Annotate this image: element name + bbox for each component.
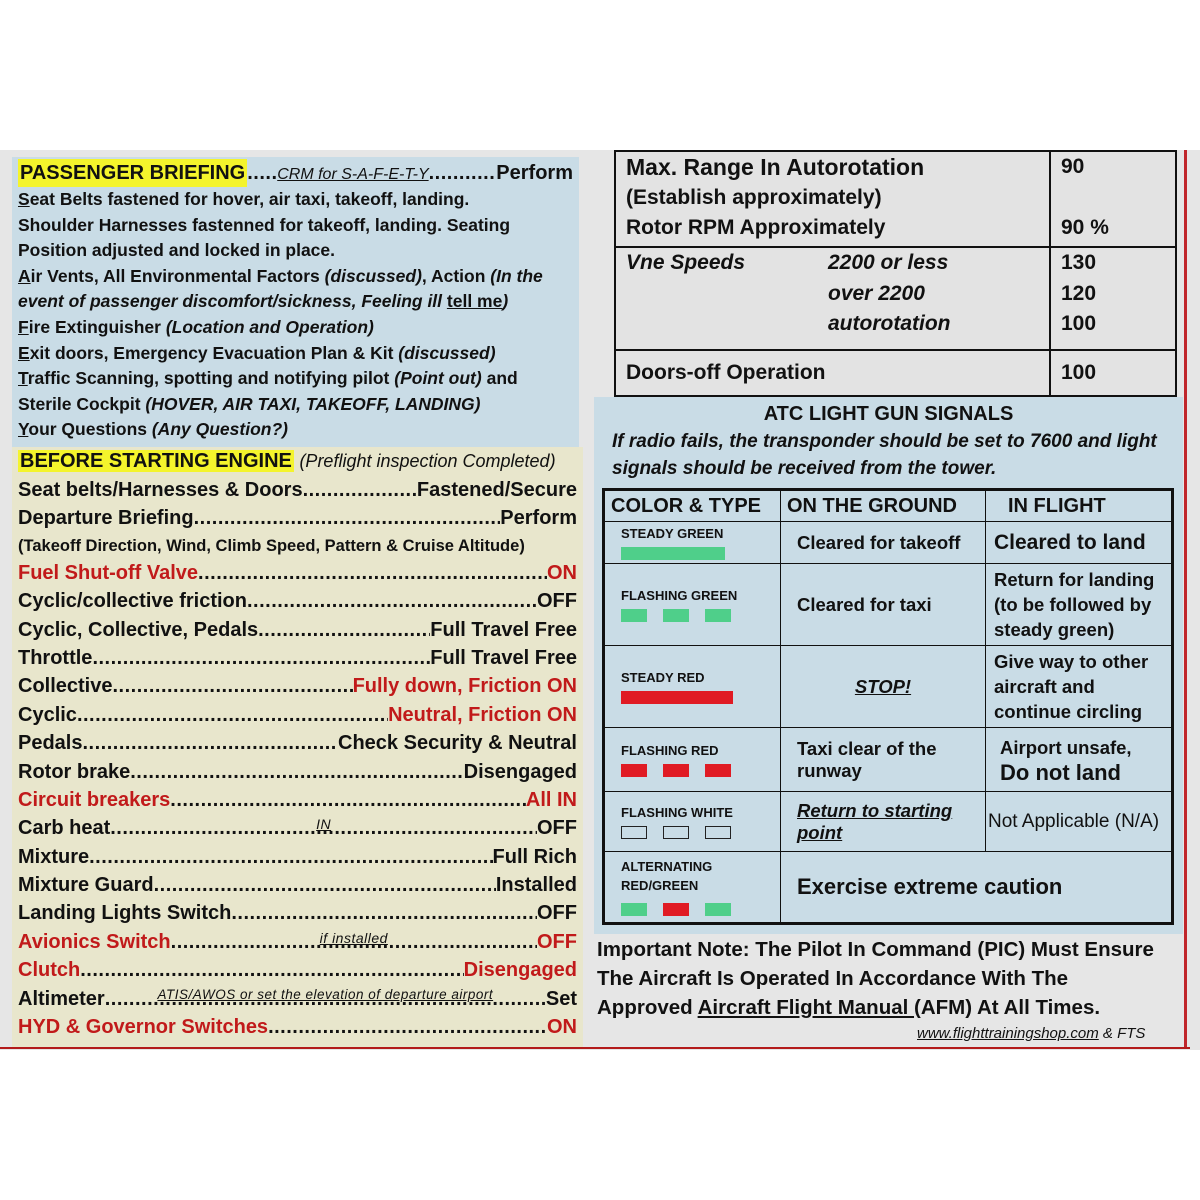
departure-briefing-note: (Takeoff Direction, Wind, Climb Speed, Pattern & Cruise Altitude): [18, 536, 525, 555]
signal-row-alternating: ALTERNATING RED/GREEN Exercise extreme caution: [604, 852, 1173, 924]
before-starting-engine-subtitle: (Preflight inspection Completed): [299, 451, 556, 471]
atc-light-gun-section: [594, 397, 1183, 934]
important-note: Important Note: The Pilot In Command (PIC) Must Ensure The Aircraft Is Operated In Accordance With The Approved Aircraft Flight Manual (AFM) At All Times.: [597, 938, 1154, 1019]
light-signals-table: [602, 488, 1174, 925]
before-starting-engine-section: [12, 447, 583, 1047]
passenger-briefing-title: PASSENGER BRIEFING: [18, 159, 247, 187]
checklist-item: Mixture ..... Full Rich: [18, 843, 577, 871]
passenger-briefing-header: [18, 159, 573, 187]
checklist-item: HYD & Governor Switches ..... ON: [18, 1013, 577, 1041]
signal-row-flashing-red: FLASHING RED Taxi clear of the runway Airport unsafe, Do not land: [604, 728, 1173, 792]
briefing-item-seating-position: Position adjusted and locked in place.: [18, 240, 336, 261]
checklist-item: Collective ..... Fully down, Friction ON: [18, 672, 577, 700]
autorotation-values: 90 90 %: [1050, 151, 1176, 247]
white-light-icon: [621, 826, 647, 839]
briefing-item-fire-extinguisher: Fire Extinguisher (Location and Operation): [18, 316, 374, 337]
doors-off-value: 100: [1050, 350, 1176, 396]
bottom-border-rule: [0, 1047, 1190, 1049]
passenger-briefing-section: [12, 157, 579, 447]
checklist-item: Cyclic/collective friction ..... OFF: [18, 587, 577, 615]
checklist-item: Cyclic, Collective, Pedals ..... Full Travel Free: [18, 616, 577, 644]
checklist-item: Cyclic ..... Neutral, Friction ON: [18, 701, 577, 729]
red-light-icon: [663, 903, 689, 916]
before-starting-engine-title: BEFORE STARTING ENGINE: [20, 450, 292, 472]
red-light-icon: [621, 764, 647, 777]
before-starting-engine-header: [18, 447, 577, 475]
checklist-item: Throttle ..... Full Travel Free: [18, 644, 577, 672]
red-light-icon: [663, 764, 689, 777]
checklist-item: Fuel Shut-off Valve ..... ON: [18, 559, 577, 587]
signal-row-steady-red: STEADY RED STOP! Give way to other aircraft and continue circling: [604, 646, 1173, 728]
green-light-icon: [663, 609, 689, 622]
checklist-item: Circuit breakers ..... All IN: [18, 786, 577, 814]
white-light-icon: [705, 826, 731, 839]
green-light-icon: [621, 609, 647, 622]
checklist-item: Landing Lights Switch ..... OFF: [18, 899, 577, 927]
checklist-item: Avionics Switch if installed ..... OFF: [18, 928, 577, 956]
green-light-icon: [621, 903, 647, 916]
speed-table: [614, 150, 1177, 397]
white-light-icon: [663, 826, 689, 839]
checklist-item: Clutch ..... Disengaged: [18, 956, 577, 984]
steady-red-light-icon: [621, 691, 733, 704]
vne-speeds-cell: Vne Speeds 2200 or less over 2200 autorotation: [615, 247, 1050, 350]
briefing-item-air-vents: Air Vents, All Environmental Factors (discussed), Action (In the: [18, 265, 543, 286]
signal-row-flashing-white: FLASHING WHITE Return to starting point Not Applicable (N/A): [604, 792, 1173, 852]
vne-speeds-values: 130 120 100: [1050, 247, 1176, 350]
website-link[interactable]: www.flighttrainingshop.com: [917, 1025, 1099, 1042]
passenger-briefing-action: Perform: [496, 162, 573, 184]
briefing-item-traffic: Traffic Scanning, spotting and notifying pilot (Point out) and: [18, 368, 518, 389]
checklist-item: Pedals ..... Check Security & Neutral: [18, 729, 577, 757]
briefing-item-exit-doors: Exit doors, Emergency Evacuation Plan & Kit (discussed): [18, 342, 496, 363]
signal-row-flashing-green: FLASHING GREEN Cleared for taxi Return for landing (to be followed by steady green): [604, 564, 1173, 646]
checklist-item: Rotor brake ..... Disengaged: [18, 758, 577, 786]
briefing-item-seat-belts: Seat Belts fastened for hover, air taxi, takeoff, landing.: [18, 189, 470, 209]
right-border-rule: [1184, 150, 1187, 1048]
signal-row-steady-green: STEADY GREEN Cleared for takeoff Cleared to land: [604, 522, 1173, 564]
atc-title: ATC LIGHT GUN SIGNALS: [763, 403, 1014, 425]
briefing-item-sterile-cockpit: Sterile Cockpit (HOVER, AIR TAXI, TAKEOFF, LANDING): [18, 393, 481, 414]
checklist-item: Altimeter ATIS/AWOS or set the elevation of departure airport ..... Set: [18, 985, 577, 1013]
briefing-item-discomfort: event of passenger discomfort/sickness, Feeling ill tell me): [18, 291, 509, 312]
briefing-item-shoulder-harness: Shoulder Harnesses fastenned for takeoff, landing. Seating: [18, 214, 511, 235]
red-light-icon: [705, 764, 731, 777]
credit-line: www.flighttrainingshop.com & FTS: [917, 1025, 1146, 1042]
autorotation-cell: Max. Range In Autorotation (Establish approximately) Rotor RPM Approximately: [615, 151, 1050, 247]
briefing-item-questions: Your Questions (Any Question?): [18, 419, 288, 440]
doors-off-cell: Doors-off Operation: [615, 350, 1050, 396]
green-light-icon: [705, 609, 731, 622]
green-light-icon: [705, 903, 731, 916]
atc-note: If radio fails, the transponder should be set to 7600 and light signals should be received from the tower.: [612, 431, 1157, 479]
table-header-row: COLOR & TYPE ON THE GROUND IN FLIGHT: [604, 490, 1173, 522]
steady-green-light-icon: [621, 547, 725, 560]
crm-safety-label: CRM for S-A-F-E-T-Y: [277, 166, 429, 183]
checklist-item: Carb heat IN ..... OFF: [18, 814, 577, 842]
checklist-item: Mixture Guard ..... Installed: [18, 871, 577, 899]
checklist-item: Departure Briefing ..... Perform: [18, 504, 577, 532]
afm-reference: Aircraft Flight Manual: [697, 996, 915, 1019]
checklist-item: Seat belts/Harnesses & Doors ..... Fastened/Secure: [18, 476, 577, 504]
